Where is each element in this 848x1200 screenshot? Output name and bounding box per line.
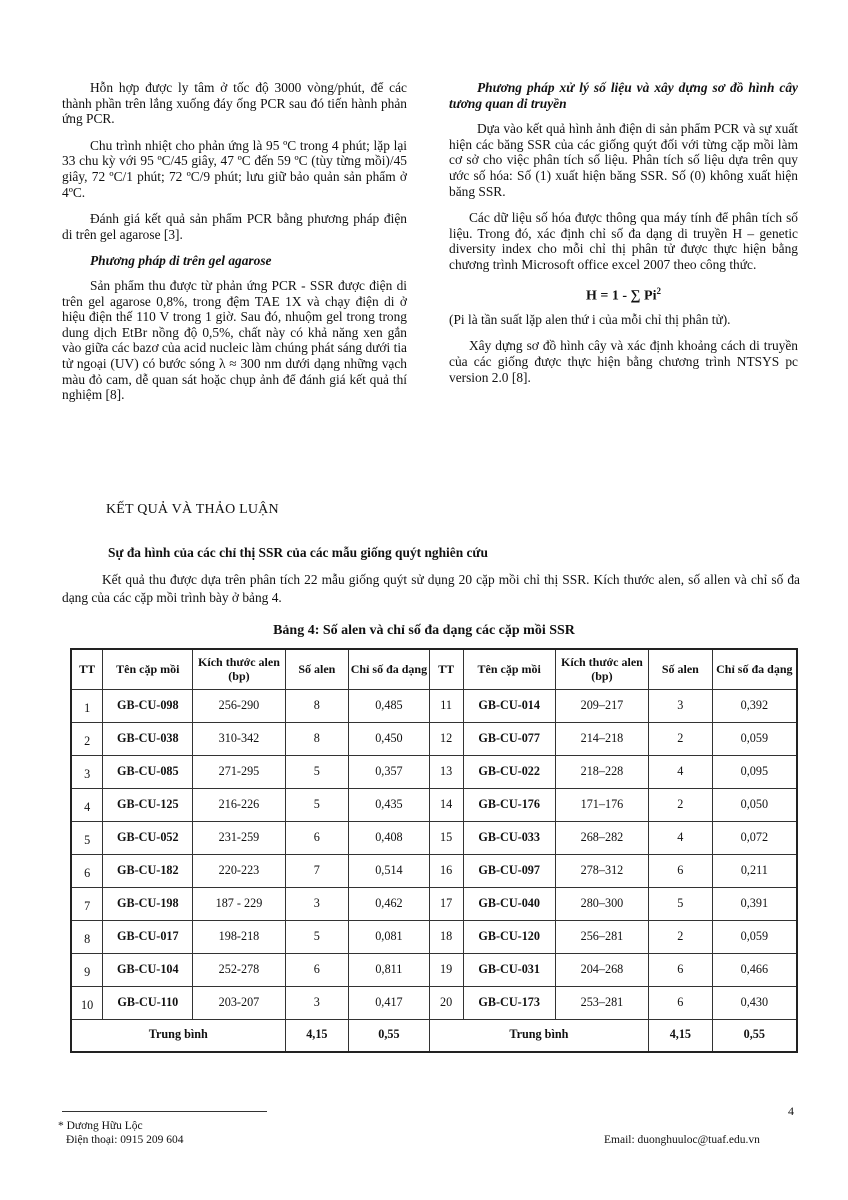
footnote-email: Email: duonghuuloc@tuaf.edu.vn: [604, 1134, 760, 1146]
allele-count-cell: 5: [285, 755, 349, 788]
average-allele-count-cell: 4,15: [285, 1019, 349, 1052]
allele-count-cell: 3: [285, 986, 349, 1019]
primer-name-cell: GB-CU-040: [463, 887, 555, 920]
row-number-cell: 18: [429, 920, 463, 953]
diversity-index-cell: 0,392: [712, 689, 797, 722]
column-header: Tên cặp mồi: [103, 649, 193, 689]
allele-size-cell: 220-223: [193, 854, 285, 887]
allele-size-cell: 204–268: [555, 953, 648, 986]
allele-size-cell: 203-207: [193, 986, 285, 1019]
paragraph-evaluation: Đánh giá kết quả sản phẩm PCR bằng phương pháp điện di trên gel agarose [3].: [62, 211, 407, 242]
table-row: [71, 887, 797, 920]
row-number-cell: 7: [71, 887, 103, 920]
row-number-cell: 16: [429, 854, 463, 887]
allele-count-cell: 6: [285, 821, 349, 854]
row-number-cell: 9: [71, 953, 103, 986]
diversity-index-cell: 0,059: [712, 722, 797, 755]
allele-count-cell: 5: [285, 920, 349, 953]
footnote: [58, 1119, 184, 1147]
table-row: [71, 920, 797, 953]
diversity-index-cell: 0,450: [349, 722, 430, 755]
primer-name-cell: GB-CU-120: [463, 920, 555, 953]
primer-name-cell: GB-CU-173: [463, 986, 555, 1019]
primer-name-cell: GB-CU-014: [463, 689, 555, 722]
table-row: [71, 821, 797, 854]
allele-count-cell: 6: [649, 953, 713, 986]
allele-count-cell: 2: [649, 920, 713, 953]
diversity-index-cell: 0,811: [349, 953, 430, 986]
subheading-polymorphism: Sự đa hình của các chỉ thị SSR của các mẫu giống quýt nghiên cứu: [108, 545, 488, 560]
column-header: Số alen: [285, 649, 349, 689]
row-number-cell: 15: [429, 821, 463, 854]
paragraph-data-basis: Dựa vào kết quả hình ảnh điện di sản phẩm PCR và sự xuất hiện các băng SSR của các giống quýt đối với từng cặp mồi làm cơ sở cho việc phân tích số liệu. Phân tích số liệu dựa trên quy ước số hóa: Số (1) xuất hiện băng SSR. Số (0) không xuất hiện băng SSR.: [449, 121, 798, 199]
row-number-cell: 4: [71, 788, 103, 821]
row-number-cell: 8: [71, 920, 103, 953]
left-column: [62, 80, 407, 414]
allele-size-cell: 310-342: [193, 722, 285, 755]
primer-name-cell: GB-CU-104: [103, 953, 193, 986]
allele-count-cell: 5: [649, 887, 713, 920]
primer-name-cell: GB-CU-110: [103, 986, 193, 1019]
table-row: [71, 722, 797, 755]
row-number-cell: 19: [429, 953, 463, 986]
average-allele-count-cell: 4,15: [649, 1019, 713, 1052]
row-number-cell: 6: [71, 854, 103, 887]
allele-size-cell: 253–281: [555, 986, 648, 1019]
primer-name-cell: GB-CU-097: [463, 854, 555, 887]
diversity-index-cell: 0,059: [712, 920, 797, 953]
page-number: 4: [788, 1104, 794, 1118]
table-row: [71, 854, 797, 887]
diversity-index-cell: 0,391: [712, 887, 797, 920]
allele-count-cell: 6: [649, 986, 713, 1019]
diversity-index-cell: 0,357: [349, 755, 430, 788]
table-row: [71, 986, 797, 1019]
allele-count-cell: 6: [285, 953, 349, 986]
row-number-cell: 3: [71, 755, 103, 788]
allele-size-cell: 216-226: [193, 788, 285, 821]
primer-name-cell: GB-CU-052: [103, 821, 193, 854]
average-label-cell: Trung bình: [71, 1019, 285, 1052]
column-header: Chỉ số đa dạng: [712, 649, 797, 689]
primer-name-cell: GB-CU-125: [103, 788, 193, 821]
paragraph-data-analysis: Các dữ liệu số hóa được thông qua máy tính để phân tích số liệu. Trong đó, xác định chỉ số đa dạng di truyền H – genetic diversity index cho mỗi chỉ thị phân tử được thực hiện bằng chương trình Microsoft office excel 2007 theo công thức.: [449, 210, 798, 272]
row-number-cell: 1: [71, 689, 103, 722]
diversity-index-cell: 0,462: [349, 887, 430, 920]
paragraph-centrifuge: Hỗn hợp được ly tâm ở tốc độ 3000 vòng/phút, để các thành phần trên lắng xuống đáy ống PCR sau đó tiến hành phản ứng PCR.: [62, 80, 407, 127]
allele-count-cell: 4: [649, 821, 713, 854]
formula-exponent: 2: [656, 285, 661, 296]
allele-count-cell: 7: [285, 854, 349, 887]
column-header: TT: [71, 649, 103, 689]
subheading-gel-method: Phương pháp di trên gel agarose: [90, 253, 272, 269]
average-diversity-index-cell: 0,55: [712, 1019, 797, 1052]
allele-size-cell: 278–312: [555, 854, 648, 887]
row-number-cell: 10: [71, 986, 103, 1019]
allele-size-cell: 209–217: [555, 689, 648, 722]
average-label-cell: Trung bình: [429, 1019, 648, 1052]
ssr-primer-table: [70, 648, 798, 1053]
allele-size-cell: 271-295: [193, 755, 285, 788]
diversity-index-cell: 0,514: [349, 854, 430, 887]
primer-name-cell: GB-CU-176: [463, 788, 555, 821]
column-header: Chỉ số đa dạng: [349, 649, 430, 689]
column-header: Tên cặp mồi: [463, 649, 555, 689]
allele-count-cell: 6: [649, 854, 713, 887]
allele-count-cell: 2: [649, 788, 713, 821]
row-number-cell: 17: [429, 887, 463, 920]
row-number-cell: 5: [71, 821, 103, 854]
allele-count-cell: 8: [285, 722, 349, 755]
allele-size-cell: 171–176: [555, 788, 648, 821]
footnote-author: * Dương Hữu Lộc: [58, 1120, 143, 1132]
row-number-cell: 13: [429, 755, 463, 788]
diversity-index-cell: 0,485: [349, 689, 430, 722]
primer-name-cell: GB-CU-033: [463, 821, 555, 854]
diversity-index-cell: 0,081: [349, 920, 430, 953]
diversity-index-cell: 0,408: [349, 821, 430, 854]
allele-size-cell: 218–228: [555, 755, 648, 788]
row-number-cell: 11: [429, 689, 463, 722]
paragraph-thermal-cycle: Chu trình nhiệt cho phản ứng là 95 ºC trong 4 phút; lặp lại 33 chu kỳ với 95 ºC/45 giây, 47 ºC đến 59 ºC (tùy từng mồi)/45 giây, 72 ºC/1 phút; 72 ºC/9 phút; lưu giữ bảo quản sản phẩm ở 4ºC.: [62, 137, 407, 200]
paragraph-pi-definition: (Pi là tần suất lặp alen thứ i của mỗi chỉ thị phân tử).: [449, 311, 731, 327]
primer-name-cell: GB-CU-031: [463, 953, 555, 986]
paragraph-gel-method: Sản phẩm thu được từ phản ứng PCR - SSR được điện di trên gel agarose 0,8%, trong đệm TAE 1X và chạy điện di ở hiệu điện thế 110 V trong 1 giờ. Sau đó, nhuộm gel trong trong dung dịch EtBr nồng độ 0,5%, chất này có khả năng xen gắn vào giữa các bazơ của acid nucleic làm chúng phát sáng dưới tia tử ngoại (UV) có bước sóng λ ≈ 300 nm dưới dạng những vạch màu đỏ cam, dễ quan sát hoặc chụp ảnh để đánh giá kết quả thí nghiệm [8].: [62, 277, 407, 403]
column-header: TT: [429, 649, 463, 689]
allele-size-cell: 268–282: [555, 821, 648, 854]
footnote-divider: [62, 1111, 267, 1112]
average-diversity-index-cell: 0,55: [349, 1019, 430, 1052]
primer-name-cell: GB-CU-038: [103, 722, 193, 755]
diversity-index-cell: 0,095: [712, 755, 797, 788]
table-header-row: [71, 649, 797, 689]
allele-count-cell: 3: [285, 887, 349, 920]
formula-text: H = 1 - ∑ Pi: [586, 288, 657, 304]
allele-count-cell: 8: [285, 689, 349, 722]
table-row: [71, 788, 797, 821]
primer-name-cell: GB-CU-017: [103, 920, 193, 953]
primer-name-cell: GB-CU-198: [103, 887, 193, 920]
row-number-cell: 14: [429, 788, 463, 821]
paragraph-results-intro: Kết quả thu được dựa trên phân tích 22 mẫu giống quýt sử dụng 20 cặp mồi chỉ thị SSR. Kích thước alen, số allen và chỉ số đa dạng của các cặp mồi trình bày ở bảng 4.: [62, 572, 800, 605]
allele-size-cell: 187 - 229: [193, 887, 285, 920]
allele-count-cell: 4: [649, 755, 713, 788]
section-title-results: KẾT QUẢ VÀ THẢO LUẬN: [106, 502, 279, 517]
allele-count-cell: 5: [285, 788, 349, 821]
diversity-index-cell: 0,211: [712, 854, 797, 887]
primer-name-cell: GB-CU-098: [103, 689, 193, 722]
column-header: Kích thước alen (bp): [555, 649, 648, 689]
primer-name-cell: GB-CU-182: [103, 854, 193, 887]
diversity-index-cell: 0,435: [349, 788, 430, 821]
formula-diversity-index: [449, 284, 798, 304]
allele-size-cell: 231-259: [193, 821, 285, 854]
table-row: [71, 755, 797, 788]
primer-name-cell: GB-CU-085: [103, 755, 193, 788]
primer-name-cell: GB-CU-077: [463, 722, 555, 755]
average-row: [71, 1019, 797, 1052]
diversity-index-cell: 0,050: [712, 788, 797, 821]
footnote-phone: Điện thoại: 0915 209 604: [66, 1134, 184, 1146]
allele-size-cell: 256–281: [555, 920, 648, 953]
allele-size-cell: 214–218: [555, 722, 648, 755]
allele-count-cell: 3: [649, 689, 713, 722]
table-caption: Bảng 4: Số alen và chỉ số đa dạng các cặp mồi SSR: [273, 623, 575, 638]
row-number-cell: 12: [429, 722, 463, 755]
allele-size-cell: 280–300: [555, 887, 648, 920]
column-header: Kích thước alen (bp): [193, 649, 285, 689]
row-number-cell: 20: [429, 986, 463, 1019]
diversity-index-cell: 0,466: [712, 953, 797, 986]
diversity-index-cell: 0,072: [712, 821, 797, 854]
diversity-index-cell: 0,417: [349, 986, 430, 1019]
table-row: [71, 689, 797, 722]
paragraph-dendrogram: Xây dựng sơ đồ hình cây và xác định khoảng cách di truyền của các giống được thực hiện bằng chương trình NTSYS pc version 2.0 [8].: [449, 338, 798, 385]
subheading-data-processing: Phương pháp xử lý số liệu và xây dựng sơ đồ hình cây tương quan di truyền: [449, 80, 798, 111]
allele-count-cell: 2: [649, 722, 713, 755]
right-column: [449, 80, 798, 396]
primer-name-cell: GB-CU-022: [463, 755, 555, 788]
diversity-index-cell: 0,430: [712, 986, 797, 1019]
table-row: [71, 953, 797, 986]
allele-size-cell: 256-290: [193, 689, 285, 722]
row-number-cell: 2: [71, 722, 103, 755]
column-header: Số alen: [649, 649, 713, 689]
allele-size-cell: 252-278: [193, 953, 285, 986]
allele-size-cell: 198-218: [193, 920, 285, 953]
